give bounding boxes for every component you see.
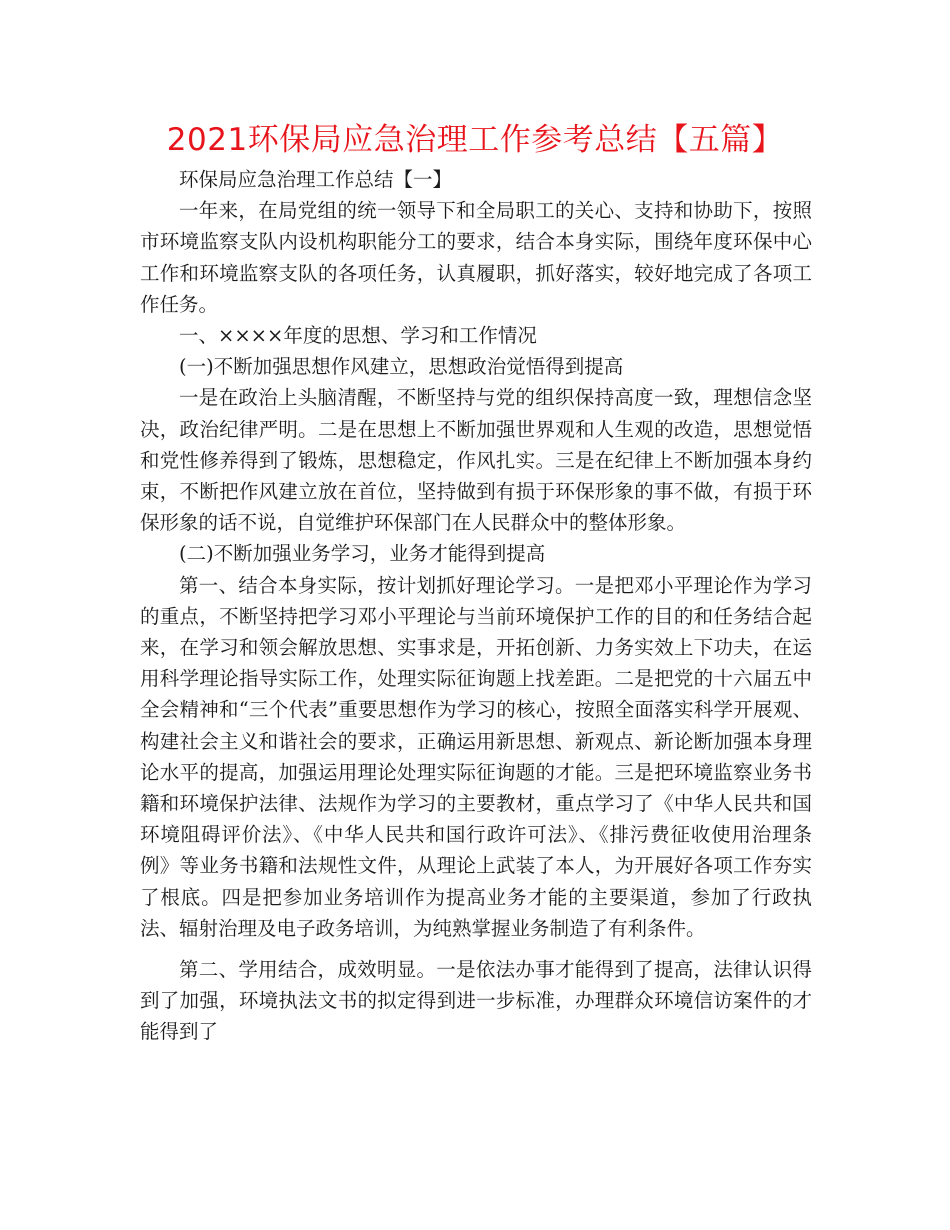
paragraph: 第一、结合本身实际，按计划抓好理论学习。一是把邓小平理论作为学习的重点，不断坚持把学习邓小平理论与当前环境保护工作的目的和任务结合起来，在学习和领会解放思想、实事求是，开拓创新、力务实效上下功夫，在运用科学理论指导实际工作，处理实际征询题上找差距。二是把党的十六届五中全会精神和“三个代表”重要思想作为学习的核心，按照全面落实科学开展观、构建社会主义和谐社会的要求，正确运用新思想、新观点、新论断加强本身理论水平的提高，加强运用理论处理实际征询题的才能。三是把环境监察业务书籍和环境保护法律、法规作为学习的主要教材，重点学习了《中华人民共和国环境阻碍评价法》、《中华人民共和国行政许可法》、《排污费征收使用治理条例》等业务书籍和法规性文件，从理论上武装了本人，为开展好各项工作夯实了根底。四是把参加业务培训作为提高业务才能的主要渠道，参加了行政执法、辐射治理及电子政务培训，为纯熟掌握业务制造了有利条件。 (140, 573, 812, 940)
document-body (140, 164, 812, 1048)
section-heading: 一、××××年度的思想、学习和工作情况 (179, 324, 537, 348)
paragraph: 一年来，在局党组的统一领导下和全局职工的关心、支持和协助下，按照市环境监察支队内设机构职能分工的要求，结合本身实际，围绕年度环保中心工作和环境监察支队的各项任务，认真履职，抓好落实，较好地完成了各项工作任务。 (140, 199, 812, 316)
subsection-heading: (二)不断加强业务学习，业务才能得到提高 (179, 542, 546, 566)
paragraph: 一是在政治上头脑清醒，不断坚持与党的组织保持高度一致，理想信念坚决，政治纪律严明。二是在思想上不断加强世界观和人生观的改造，思想觉悟和党性修养得到了锻炼，思想稳定，作风扎实。三是在纪律上不断加强本身约束，不断把作风建立放在首位，坚持做到有损于环保形象的事不做，有损于环保形象的话不说，自觉维护环保部门在人民群众中的整体形象。 (140, 386, 812, 535)
subsection-heading: (一)不断加强思想作风建立，思想政治觉悟得到提高 (179, 355, 624, 379)
section-heading: 环保局应急治理工作总结【一】 (179, 168, 453, 191)
document-title: 2021环保局应急治理工作参考总结【五篇】 (166, 122, 784, 158)
paragraph: 第二、学用结合，成效明显。一是依法办事才能得到了提高，法律认识得到了加强，环境执法文书的拟定得到进一步标准，办理群众环境信访案件的才能得到了 (140, 958, 812, 1044)
